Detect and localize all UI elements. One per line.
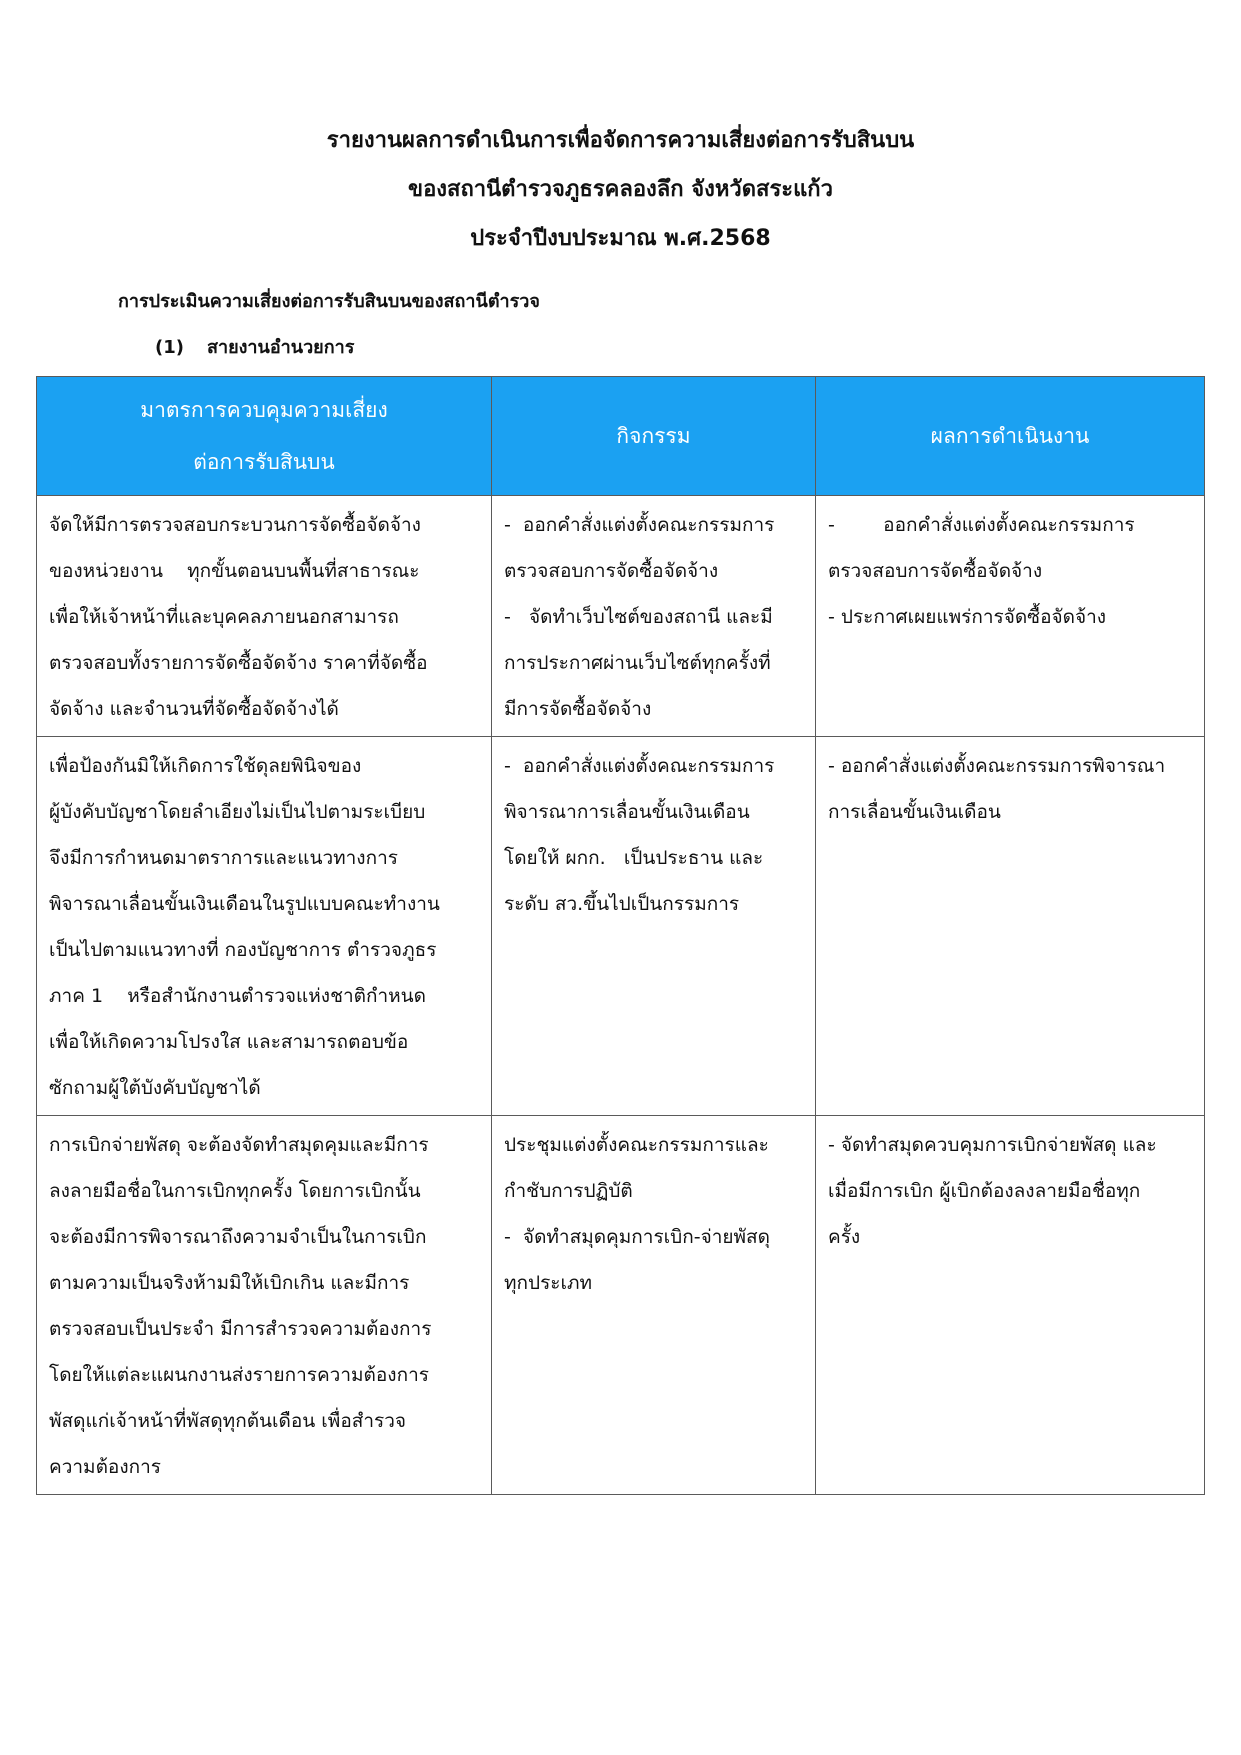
- text-line: เพื่อให้เจ้าหน้าที่และบุคคลภายนอกสามารถ: [49, 606, 399, 628]
- text-line: เพื่อให้เกิดความโปรงใส และสามารถตอบข้อ: [49, 1031, 409, 1053]
- cell-measure: [37, 737, 492, 1116]
- text-line: เมื่อมีการเบิก ผู้เบิกต้องลงลายมือชื่อทุก: [828, 1180, 1141, 1202]
- cell-result: [816, 496, 1205, 737]
- text-line: ประชุมแต่งตั้งคณะกรรมการและ: [504, 1134, 769, 1156]
- text-line: ระดับ สว.ขึ้นไปเป็นกรรมการ: [504, 893, 740, 915]
- cell-result: [816, 1116, 1205, 1495]
- section-heading: การประเมินความเสี่ยงต่อการรับสินบนของสถานีตำรวจ: [118, 291, 540, 312]
- text-line: จะต้องมีการพิจารณาถึงความจำเป็นในการเบิก: [49, 1226, 427, 1248]
- text-line: ทุกประเภท: [504, 1272, 593, 1294]
- report-title-line-1: รายงานผลการดำเนินการเพื่อจัดการความเสี่ยงต่อการรับสินบน: [326, 128, 915, 153]
- subsection-heading: [155, 335, 354, 361]
- header-measure-line-2: ต่อการรับสินบน: [193, 450, 335, 474]
- text-line: ความต้องการ: [49, 1456, 161, 1478]
- header-activity: [492, 377, 816, 496]
- text-line: - จัดทำเว็บไซต์ของสถานี และมี: [504, 606, 773, 628]
- text-line: ของหน่วยงาน ทุกขั้นตอนบนพื้นที่สาธารณะ: [49, 560, 420, 582]
- text-line: การเบิกจ่ายพัสดุ จะต้องจัดทำสมุดคุมและมีการ: [49, 1134, 429, 1156]
- header-result: [816, 377, 1205, 496]
- text-line: ตรวจสอบการจัดซื้อจัดจ้าง: [828, 560, 1043, 582]
- cell-activity: [492, 496, 816, 737]
- text-line: จัดจ้าง และจำนวนที่จัดซื้อจัดจ้างได้: [49, 698, 339, 720]
- text-line: - ประกาศเผยแพร่การจัดซื้อจัดจ้าง: [828, 606, 1107, 628]
- table-row: [37, 496, 1205, 737]
- header-activity-label: กิจกรรม: [616, 423, 691, 448]
- text-line: - จัดทำสมุดคุมการเบิก-จ่ายพัสดุ: [504, 1226, 770, 1248]
- cell-activity: [492, 1116, 816, 1495]
- text-line: ครั้ง: [828, 1226, 861, 1248]
- text-line: ซักถามผู้ใต้บังคับบัญชาได้: [49, 1077, 261, 1099]
- cell-measure: [37, 1116, 492, 1495]
- text-line: - ออกคำสั่งแต่งตั้งคณะกรรมการ: [828, 514, 1135, 536]
- table-header-row: [37, 377, 1205, 496]
- text-line: ตรวจสอบเป็นประจำ มีการสำรวจความต้องการ: [49, 1318, 432, 1340]
- header-measure-line-1: มาตรการควบคุมความเสี่ยง: [140, 398, 388, 422]
- text-line: พิจารณาการเลื่อนขั้นเงินเดือน: [504, 801, 750, 823]
- text-line: ลงลายมือชื่อในการเบิกทุกครั้ง โดยการเบิกนั้น: [49, 1180, 421, 1202]
- subsection-label: สายงานอำนวยการ: [207, 337, 355, 358]
- subsection-number: (1): [155, 337, 184, 358]
- text-line: จึงมีการกำหนดมาตราการและแนวทางการ: [49, 847, 398, 869]
- text-line: พัสดุแก่เจ้าหน้าที่พัสดุทุกต้นเดือน เพื่อสำรวจ: [49, 1410, 407, 1432]
- text-line: - จัดทำสมุดควบคุมการเบิกจ่ายพัสดุ และ: [828, 1134, 1157, 1156]
- text-line: เพื่อป้องกันมิให้เกิดการใช้ดุลยพินิจของ: [49, 755, 362, 777]
- text-line: พิจารณาเลื่อนขั้นเงินเดือนในรูปแบบคณะทำงาน: [49, 893, 440, 915]
- text-line: จัดให้มีการตรวจสอบกระบวนการจัดซื้อจัดจ้าง: [49, 514, 421, 536]
- table-row: [37, 1116, 1205, 1495]
- text-line: ภาค 1 หรือสำนักงานตำรวจแห่งชาติกำหนด: [49, 985, 427, 1007]
- text-line: ตรวจสอบการจัดซื้อจัดจ้าง: [504, 560, 719, 582]
- cell-activity: [492, 737, 816, 1116]
- text-line: การเลื่อนขั้นเงินเดือน: [828, 801, 1001, 823]
- text-line: โดยให้ ผกก. เป็นประธาน และ: [504, 847, 764, 869]
- table-row: [37, 737, 1205, 1116]
- report-title-line-2: ของสถานีตำรวจภูธรคลองลึก จังหวัดสระแก้ว: [408, 177, 833, 202]
- text-line: - ออกคำสั่งแต่งตั้งคณะกรรมการ: [504, 755, 775, 777]
- text-line: การประกาศผ่านเว็บไซต์ทุกครั้งที่: [504, 652, 771, 674]
- text-line: - ออกคำสั่งแต่งตั้งคณะกรรมการพิจารณา: [828, 755, 1166, 777]
- text-line: ตามความเป็นจริงห้ามมิให้เบิกเกิน และมีการ: [49, 1272, 410, 1294]
- text-line: เป็นไปตามแนวทางที่ กองบัญชาการ ตำรวจภูธร: [49, 939, 437, 961]
- header-result-label: ผลการดำเนินงาน: [930, 423, 1090, 448]
- cell-measure: [37, 496, 492, 737]
- text-line: กำชับการปฏิบัติ: [504, 1180, 633, 1202]
- text-line: มีการจัดซื้อจัดจ้าง: [504, 698, 652, 720]
- cell-result: [816, 737, 1205, 1116]
- header-measure: [37, 377, 492, 496]
- text-line: โดยให้แต่ละแผนกงานส่งรายการความต้องการ: [49, 1364, 429, 1386]
- text-line: ตรวจสอบทั้งรายการจัดซื้อจัดจ้าง ราคาที่จัดซื้อ: [49, 652, 428, 674]
- risk-control-table: [36, 376, 1205, 1495]
- text-line: - ออกคำสั่งแต่งตั้งคณะกรรมการ: [504, 514, 775, 536]
- text-line: ผู้บังคับบัญชาโดยลำเอียงไม่เป็นไปตามระเบียบ: [49, 801, 426, 823]
- report-title-line-3: ประจำปีงบประมาณ พ.ศ.2568: [470, 226, 771, 251]
